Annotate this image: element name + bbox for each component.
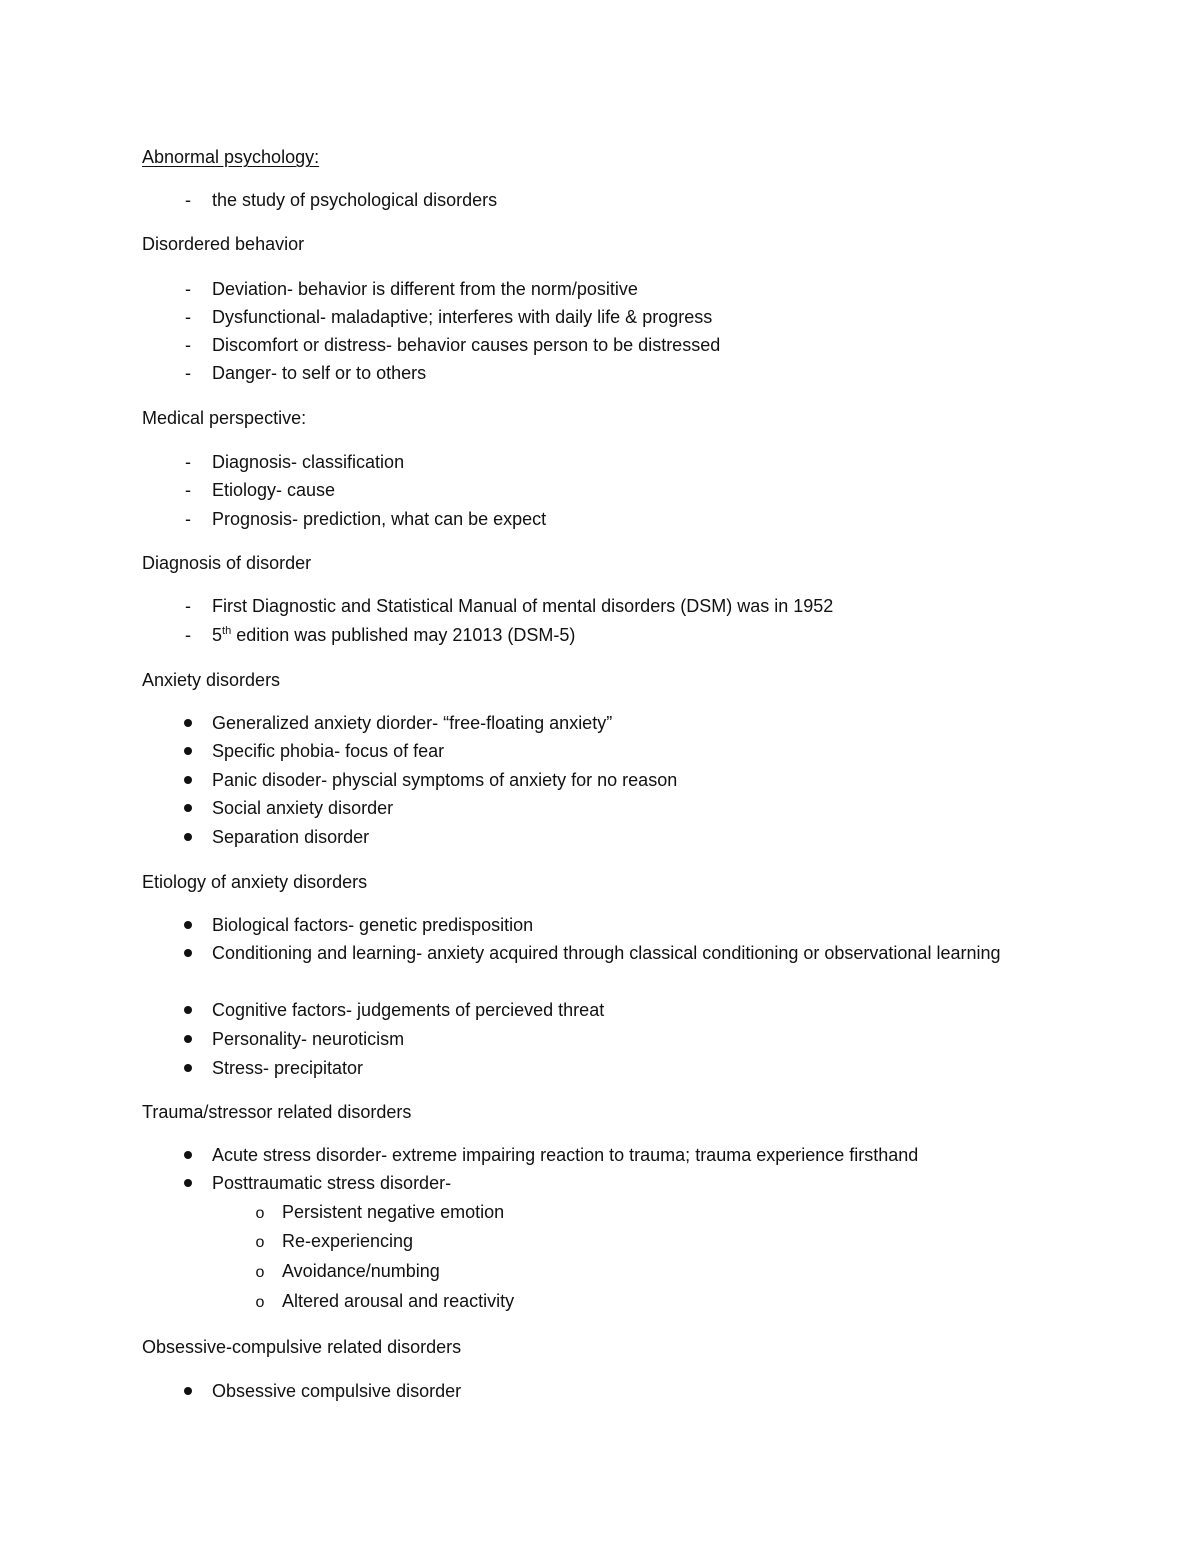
list-item	[212, 621, 575, 649]
list-item-text: Biological factors- genetic predisposition	[212, 915, 534, 935]
list-item-text: Stress- precipitator	[212, 1058, 364, 1078]
list-item-text: Altered arousal and reactivity	[282, 1291, 515, 1311]
dash-marker	[178, 476, 198, 504]
dash-marker	[178, 275, 198, 303]
list-item	[212, 505, 546, 533]
list-item-text: Social anxiety disorder	[212, 798, 394, 818]
list-item-text: Re-experiencing	[282, 1231, 414, 1251]
section-heading: Obsessive-compulsive related disorders	[142, 1337, 462, 1357]
list-item	[212, 275, 638, 303]
list-item	[212, 823, 369, 851]
section-heading: Etiology of anxiety disorders	[142, 872, 368, 892]
list-item-text: the study of psychological disorders	[212, 190, 498, 210]
list-item	[212, 1025, 404, 1053]
section-heading: Anxiety disorders	[142, 670, 281, 690]
dash-marker	[178, 359, 198, 387]
list-item	[212, 476, 335, 504]
list-item	[212, 1054, 363, 1082]
list-item-text: Generalized anxiety diorder- “free-floating anxiety”	[212, 713, 613, 733]
list-item-text: Cognitive factors- judgements of percieved threat	[212, 1000, 605, 1020]
edition-number: 5	[212, 625, 223, 645]
list-item	[212, 186, 497, 214]
list-item	[212, 448, 404, 476]
list-item	[212, 359, 426, 387]
list-item	[212, 1141, 918, 1169]
dash-marker	[178, 621, 198, 649]
list-item-text: First Diagnostic and Statistical Manual of mental disorders (DSM) was in 1952	[212, 596, 834, 616]
list-item	[212, 766, 677, 794]
list-item-text: Danger- to self or to others	[212, 363, 427, 383]
dash-marker	[178, 331, 198, 359]
dash-marker	[178, 592, 198, 620]
list-item-text: Etiology- cause	[212, 480, 336, 500]
list-item-text: Obsessive compulsive disorder	[212, 1381, 462, 1401]
sub-list-item	[282, 1287, 514, 1315]
list-item-text: Panic disoder- physcial symptoms of anxiety for no reason	[212, 770, 678, 790]
sub-list-item	[282, 1198, 504, 1226]
list-item-text: Separation disorder	[212, 827, 370, 847]
list-item	[212, 737, 444, 765]
list-item-text: Prognosis- prediction, what can be expect	[212, 509, 547, 529]
list-item-text: Posttraumatic stress disorder-	[212, 1173, 452, 1193]
list-item-text: Dysfunctional- maladaptive; interferes with daily life & progress	[212, 307, 713, 327]
list-item	[212, 303, 712, 331]
list-item-text: Discomfort or distress- behavior causes person to be distressed	[212, 335, 721, 355]
list-item-text: edition was published may 21013 (DSM-5)	[231, 625, 576, 645]
list-item-text: Avoidance/numbing	[282, 1261, 440, 1281]
list-item	[212, 939, 1032, 967]
list-item-text: Diagnosis- classification	[212, 452, 405, 472]
list-item	[212, 996, 604, 1024]
list-item-text: Persistent negative emotion	[282, 1202, 505, 1222]
dash-marker	[178, 186, 198, 214]
circle-marker	[250, 1287, 270, 1317]
list-item	[212, 709, 612, 737]
section-heading: Abnormal psychology:	[142, 147, 320, 167]
list-item	[212, 911, 533, 939]
circle-marker	[250, 1257, 270, 1287]
list-item-text: Personality- neuroticism	[212, 1029, 405, 1049]
list-item	[212, 794, 393, 822]
section-heading: Diagnosis of disorder	[142, 553, 312, 573]
dash-marker	[178, 448, 198, 476]
circle-marker	[250, 1227, 270, 1257]
sub-list-item	[282, 1257, 440, 1285]
list-item	[212, 1377, 461, 1405]
section-heading: Trauma/stressor related disorders	[142, 1102, 412, 1122]
list-item	[212, 592, 833, 620]
dash-marker	[178, 505, 198, 533]
dash-marker	[178, 303, 198, 331]
list-item-text: Acute stress disorder- extreme impairing reaction to trauma; trauma experience firsthand	[212, 1145, 919, 1165]
section-heading: Disordered behavior	[142, 234, 305, 254]
list-item-text: Specific phobia- focus of fear	[212, 741, 445, 761]
list-item	[212, 1169, 451, 1197]
list-item-text: Deviation- behavior is different from the norm/positive	[212, 279, 638, 299]
section-heading: Medical perspective:	[142, 408, 307, 428]
edition-superscript: th	[222, 625, 232, 637]
list-item	[212, 331, 720, 359]
sub-list-item	[282, 1227, 413, 1255]
list-item-text: Conditioning and learning- anxiety acquired through classical conditioning or observational learning	[212, 943, 1001, 963]
circle-marker	[250, 1198, 270, 1228]
